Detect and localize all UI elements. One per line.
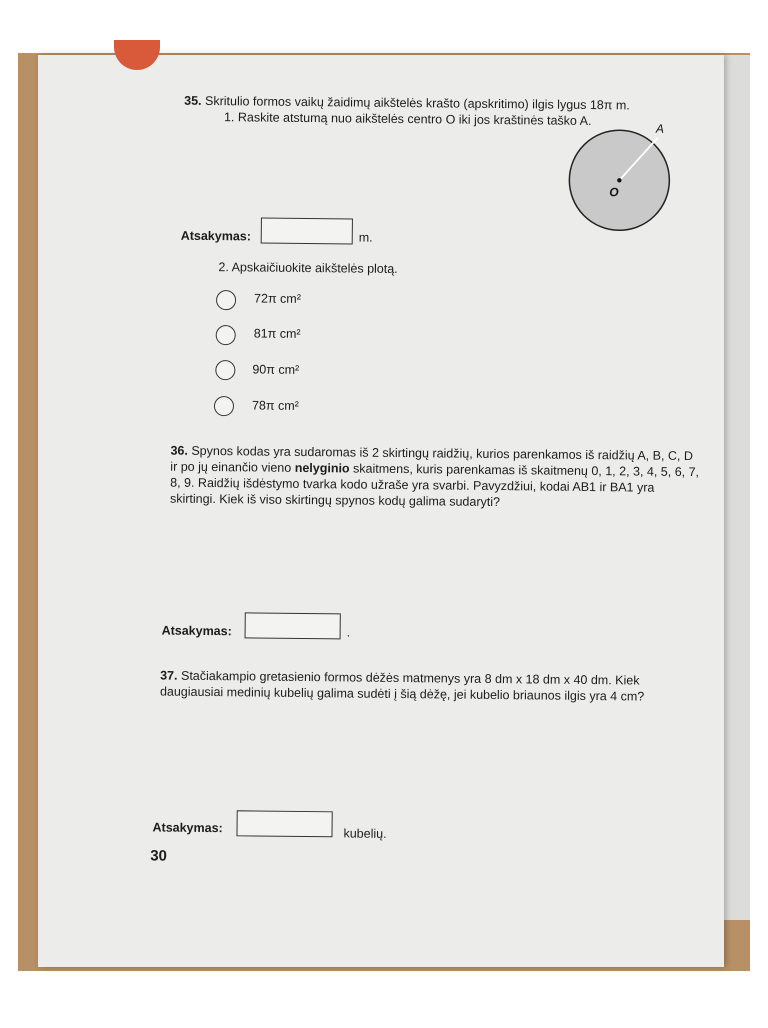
- q37-text: Stačiakampio gretasienio formos dėžės matmenys yra 8 dm x 18 dm x 40 dm. Kiek daugiausiai medinių kubelių galima sudėti į šią dėžę, jei kubelio briaunos ilgis yra 4 cm?: [159, 668, 645, 704]
- q37-answer-unit: kubelių.: [343, 826, 387, 841]
- page-number: 30: [150, 847, 168, 865]
- q35-part2: 2. Apskaičiuokite aikštelės plotą.: [218, 260, 398, 276]
- q36-answer-box[interactable]: [245, 612, 341, 639]
- option-radio-4[interactable]: [214, 396, 234, 416]
- q35-text: Skritulio formos vaikų žaidimų aikštelės krašto (apskritimo) ilgis lygus 18π m.: [204, 93, 630, 113]
- point-o-label: O: [609, 185, 619, 200]
- q36-paragraph: [170, 443, 701, 513]
- q35-answer-label: Atsakymas:: [180, 228, 252, 244]
- q35-answer-unit: m.: [358, 230, 373, 245]
- option-label-2: 81π cm²: [253, 326, 301, 341]
- q36-answer-unit: .: [346, 625, 351, 640]
- q35-answer-box[interactable]: [261, 218, 353, 245]
- q37-answer-label: Atsakymas:: [152, 820, 223, 836]
- q37-paragraph: [160, 667, 690, 705]
- option-label-3: 90π cm²: [252, 362, 300, 377]
- option-label-4: 78π cm²: [251, 398, 299, 413]
- q36-text-after: skaitmens, kuris parenkamas iš skaitmenų 0, 1, 2, 3, 4, 5, 6, 7, 8, 9. Raidžių išdėstymo tvarka kodo užraše yra svarbi. Pavyzdžiui, kodai AB1 ir BA1 yra skirtingi. Kiek iš viso skirtingų spynos kodų galima sudaryti?: [169, 461, 700, 510]
- point-a-label: A: [655, 121, 664, 136]
- q36-number: 36.: [170, 443, 188, 458]
- q35-number: 35.: [184, 93, 202, 108]
- q37-number: 37.: [160, 668, 178, 683]
- option-radio-2[interactable]: [216, 325, 236, 345]
- q36-text-before: Spynos kodas yra sudaromas iš 2 skirtingų raidžių, kurios parenkamos iš raidžių A, B, C, D ir po jų einančio vieno: [170, 443, 694, 475]
- q36-text-bold: nelyginio: [294, 460, 350, 476]
- q35-part1: 1. Raskite atstumą nuo aikštelės centro O iki jos kraštinės taško A.: [223, 110, 592, 128]
- q37-answer-box[interactable]: [236, 810, 332, 837]
- option-radio-1[interactable]: [216, 290, 236, 310]
- circle-diagram: [559, 120, 680, 233]
- q36-answer-label: Atsakymas:: [161, 623, 232, 639]
- option-radio-3[interactable]: [215, 360, 235, 380]
- option-label-1: 72π cm²: [254, 291, 302, 306]
